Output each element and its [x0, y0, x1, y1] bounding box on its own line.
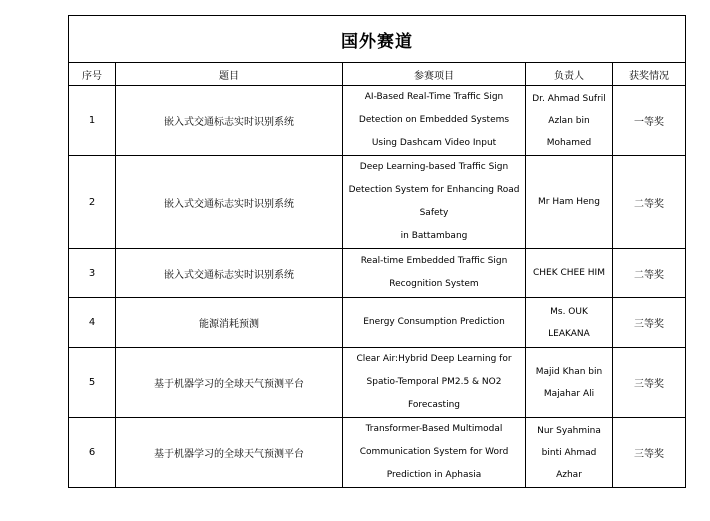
row-award: 三等奖 — [613, 418, 686, 488]
row-lead — [526, 418, 613, 488]
row-lead — [526, 86, 613, 156]
table-row — [69, 156, 686, 249]
project-line: Forecasting — [407, 400, 460, 410]
row-award: 二等奖 — [613, 156, 686, 249]
awards-table — [68, 15, 686, 488]
table-title: 国外赛道 — [69, 16, 686, 63]
row-lead — [526, 298, 613, 348]
project-line: Communication System for Word — [359, 447, 509, 457]
project-line: Clear Air:Hybrid Deep Learning for — [356, 354, 512, 364]
table-row — [69, 348, 686, 418]
lead-line: Majid Khan bin — [535, 366, 603, 377]
project-line: Deep Learning-based Traffic Sign — [359, 162, 509, 172]
table-row — [69, 249, 686, 298]
row-project — [343, 298, 526, 348]
row-award: 三等奖 — [613, 348, 686, 418]
lead-line: Nur Syahmina — [537, 425, 601, 436]
table-row — [69, 418, 686, 488]
header-award: 获奖情况 — [613, 63, 686, 86]
row-no: 6 — [69, 418, 116, 488]
row-award: 一等奖 — [613, 86, 686, 156]
lead-line: Dr. Ahmad Sufril — [532, 93, 606, 104]
project-line: AI-Based Real-Time Traffic Sign — [364, 92, 504, 102]
row-topic: 嵌入式交通标志实时识别系统 — [116, 86, 343, 156]
row-project — [343, 86, 526, 156]
row-lead — [526, 156, 613, 249]
lead-line: binti Ahmad — [541, 447, 597, 458]
row-topic: 基于机器学习的全球天气预测平台 — [116, 348, 343, 418]
row-topic: 嵌入式交通标志实时识别系统 — [116, 249, 343, 298]
lead-line: Mr Ham Heng — [538, 197, 600, 207]
title-row — [69, 16, 686, 63]
lead-line: Azlan bin — [548, 115, 590, 126]
project-line: Detection on Embedded Systems — [358, 115, 510, 125]
lead-line: Ms. OUK — [550, 306, 588, 317]
lead-line: LEAKANA — [548, 328, 590, 339]
row-no: 3 — [69, 249, 116, 298]
project-line: Using Dashcam Video Input — [371, 138, 497, 148]
header-no: 序号 — [69, 63, 116, 86]
header-project: 参赛项目 — [343, 63, 526, 86]
project-line: Energy Consumption Prediction — [363, 317, 505, 327]
table-row — [69, 86, 686, 156]
row-award: 三等奖 — [613, 298, 686, 348]
project-line: Spatio-Temporal PM2.5 & NO2 — [366, 377, 502, 387]
row-no: 4 — [69, 298, 116, 348]
project-line: Recognition System — [389, 279, 479, 289]
row-topic: 基于机器学习的全球天气预测平台 — [116, 418, 343, 488]
project-line: Detection System for Enhancing Road — [348, 185, 520, 195]
row-lead — [526, 348, 613, 418]
project-line: Prediction in Aphasia — [386, 470, 482, 480]
project-line: Real-time Embedded Traffic Sign — [360, 256, 508, 266]
header-row — [69, 63, 686, 86]
awards-sheet — [68, 15, 685, 488]
lead-line: Mohamed — [546, 137, 592, 148]
header-lead: 负责人 — [526, 63, 613, 86]
row-project — [343, 249, 526, 298]
row-project — [343, 348, 526, 418]
row-award: 二等奖 — [613, 249, 686, 298]
project-line: in Battambang — [400, 231, 468, 241]
row-topic: 能源消耗预测 — [116, 298, 343, 348]
table-row — [69, 298, 686, 348]
row-project — [343, 156, 526, 249]
row-project — [343, 418, 526, 488]
row-no: 1 — [69, 86, 116, 156]
lead-line: Azhar — [556, 469, 582, 480]
lead-line: CHEK CHEE HIM — [533, 268, 605, 278]
header-topic: 题目 — [116, 63, 343, 86]
row-lead — [526, 249, 613, 298]
row-no: 2 — [69, 156, 116, 249]
row-no: 5 — [69, 348, 116, 418]
project-line: Transformer-Based Multimodal — [365, 424, 503, 434]
lead-line: Majahar Ali — [543, 388, 595, 399]
row-topic: 嵌入式交通标志实时识别系统 — [116, 156, 343, 249]
project-line: Safety — [419, 208, 449, 218]
